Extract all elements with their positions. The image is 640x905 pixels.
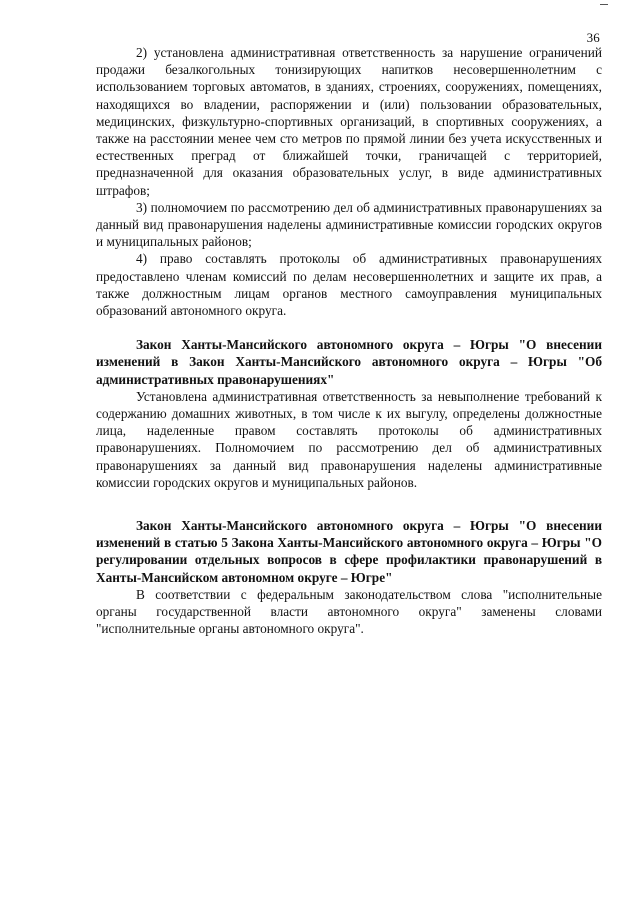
section-heading-law-article-5: Закон Ханты-Мансийского автономного округа – Югры "О внесении изменений в статью 5 Закона Ханты-Мансийского автономного округа – Югры "О регулировании отдельных вопросов в сфере профилактики правонарушений в Ханты-Мансийском автономном округе – Югре" xyxy=(96,518,602,585)
paragraph-item-2: 2) установлена административная ответственность за нарушение ограничений продажи безалкогольных тонизирующих напитков несовершеннолетним с использованием торговых автоматов, в зданиях, строениях, сооружениях, помещениях, находящихся во владении, распоряжении и (или) пользовании образовательных, медицинских, физкультурно-спортивных организаций, в спортивных сооружениях, а также на расстоянии менее чем сто метров по прямой линии без учета искусственных и естественных преград от ближайшей точки, граничащей с территорией, предназначенной для оказания образовательных услуг, в виде административных штрафов; xyxy=(96,45,602,198)
scan-mark xyxy=(600,4,608,5)
paragraph-wording-replacement: В соответствии с федеральным законодательством слова "исполнительные органы государственной власти автономного округа" заменены словами "исполнительные органы автономного округа". xyxy=(96,586,602,637)
section-heading-law-administrative-offenses: Закон Ханты-Мансийского автономного округа – Югры "О внесении изменений в Закон Ханты-Мансийского автономного округа – Югры "Об административных правонарушениях" xyxy=(96,337,602,387)
paragraph-pet-keeping-liability: Установлена административная ответственность за невыполнение требований к содержанию домашних животных, в том числе к их выгулу, определены должностные лица, наделенные правом составлять протоколы об административных правонарушениях. Полномочием по рассмотрению дел об административных правонарушениях за данный вид правонарушения наделены административные комиссии городских округов и муниципальных районов. xyxy=(96,388,602,490)
page-number: 36 xyxy=(586,30,600,45)
paragraph-item-4: 4) право составлять протоколы об административных правонарушениях предоставлено членам комиссий по делам несовершеннолетних и защите их прав, а также должностным лицам органов местного самоуправления муниципальных образований автономного округа. xyxy=(96,251,602,319)
document-body xyxy=(96,44,602,638)
paragraph-item-3: 3) полномочием по рассмотрению дел об административных правонарушениях за данный вид правонарушения наделены административные комиссии городских округов и муниципальных районов; xyxy=(96,199,602,250)
